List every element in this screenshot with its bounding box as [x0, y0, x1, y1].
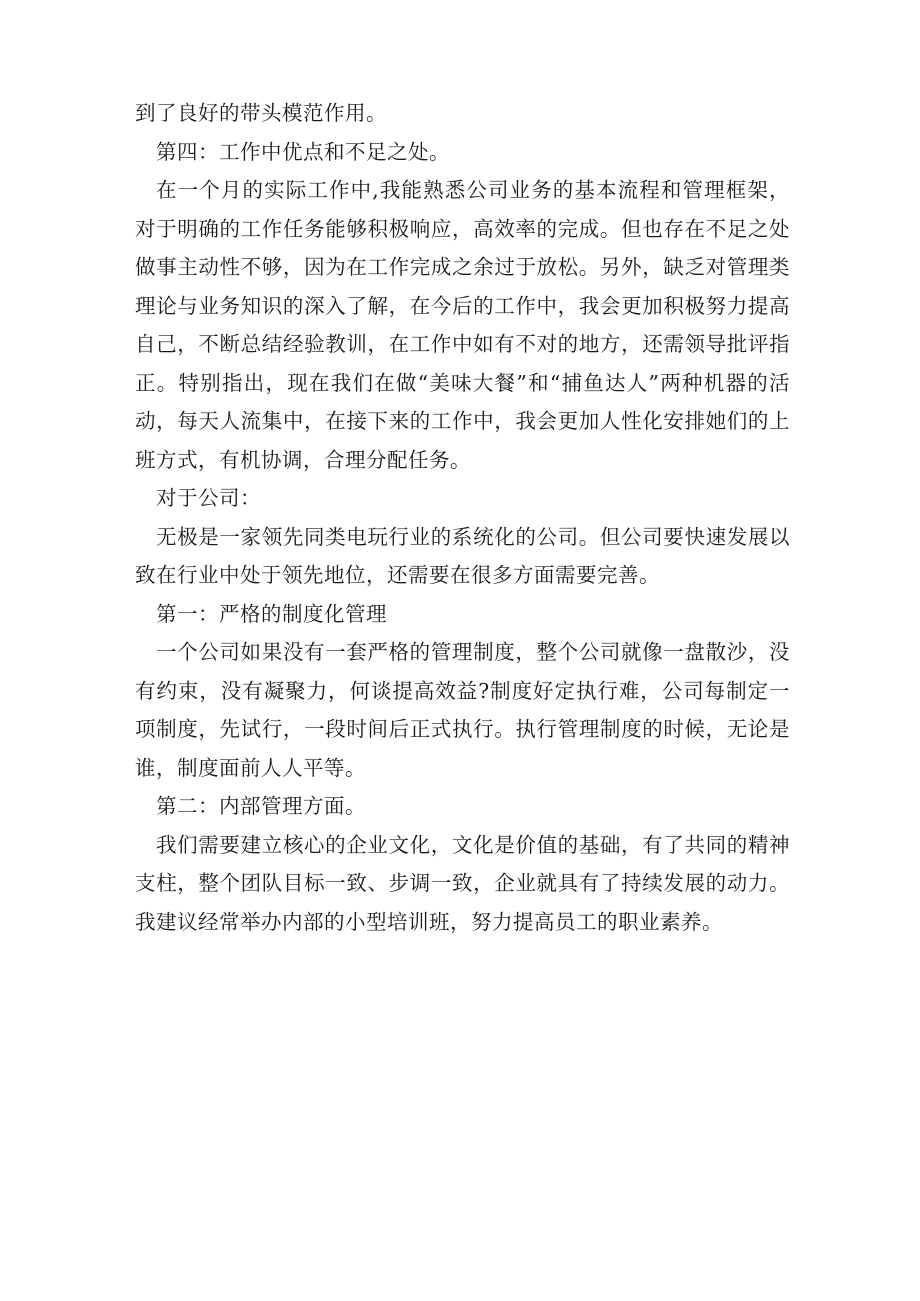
- heading-section-four: 第四：工作中优点和不足之处。: [156, 139, 450, 164]
- paragraph-management-system: 一个公司如果没有一套严格的管理制度，整个公司就像一盘散沙，没有约束，没有凝聚力，何谈提高效益?制度好定执行难，公司每制定一项制度，先试行，一段时间后正式执行。执行管理制度的时候，无论是谁，制度面前人人平等。: [135, 640, 790, 780]
- paragraph-internal-management: 我们需要建立核心的企业文化，文化是价值的基础，有了共同的精神支柱，整个团队目标一致、步调一致，企业就具有了持续发展的动力。我建议经常举办内部的小型培训班，努力提高员工的职业素养。: [135, 832, 790, 934]
- document-body: [135, 94, 790, 941]
- paragraph-work-review: 在一个月的实际工作中,我能熟悉公司业务的基本流程和管理框架，对于明确的工作任务能够积极响应，高效率的完成。但也存在不足之处 做事主动性不够，因为在工作完成之余过于放松。另外，缺乏对管理类理论与业务知识的深入了解，在今后的工作中，我会更加积极努力提高自己，不断总结经验教训，在工作中如有不对的地方，还需领导批评指正。特别指出，现在我们在做“美味大餐”和“捕鱼达人”两种机器的活动，每天人流集中，在接下来的工作中，我会更加人性化安排她们的上班方式，有机协调，合理分配任务。: [135, 178, 790, 472]
- paragraph-continuation: 到了良好的带头模范作用。: [135, 101, 387, 125]
- heading-about-company: 对于公司：: [156, 486, 261, 510]
- paragraph-company-intro: 无极是一家领先同类电玩行业的系统化的公司。但公司要快速发展以致在行业中处于领先地位，还需要在很多方面需要完善。: [135, 524, 790, 587]
- heading-point-one: 第一：严格的制度化管理: [156, 601, 387, 626]
- heading-point-two: 第二：内部管理方面。: [156, 794, 366, 818]
